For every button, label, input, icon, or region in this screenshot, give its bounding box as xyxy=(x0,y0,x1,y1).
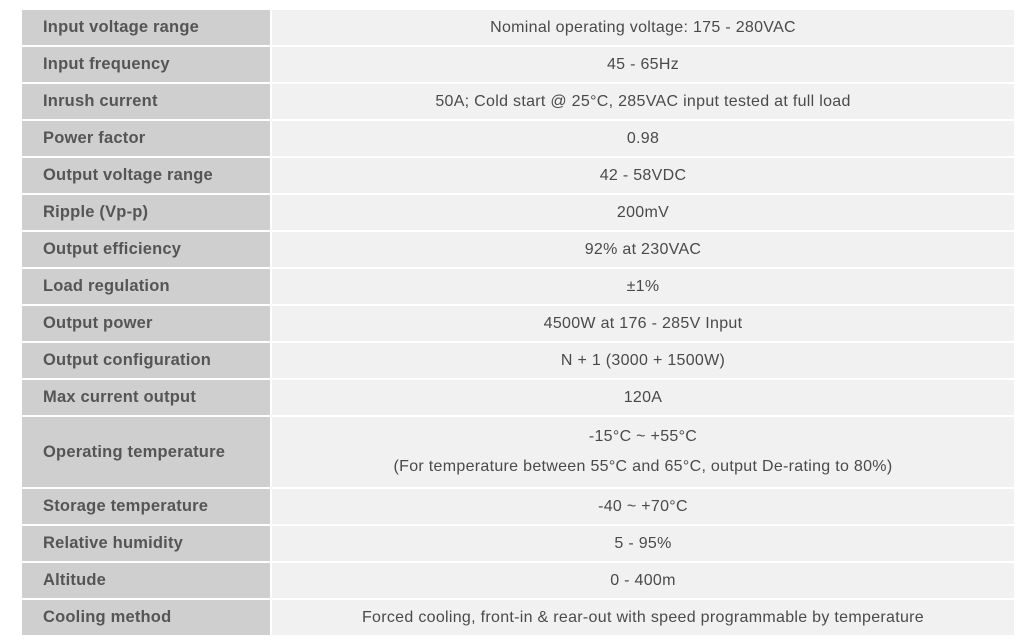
spec-row-altitude xyxy=(22,563,1014,600)
spec-value: 0 - 400m xyxy=(272,563,1014,600)
spec-row-max-current-output xyxy=(22,380,1014,417)
spec-row-inrush-current xyxy=(22,84,1014,121)
spec-label: Output configuration xyxy=(22,343,272,380)
spec-value: 42 - 58VDC xyxy=(272,158,1014,195)
spec-row-input-voltage-range xyxy=(22,10,1014,47)
spec-row-power-factor xyxy=(22,121,1014,158)
spec-value: ±1% xyxy=(272,269,1014,306)
spec-row-output-configuration xyxy=(22,343,1014,380)
spec-value: -40 ~ +70°C xyxy=(272,489,1014,526)
spec-row-ripple xyxy=(22,195,1014,232)
spec-label: Storage temperature xyxy=(22,489,272,526)
spec-row-output-power xyxy=(22,306,1014,343)
spec-label: Max current output xyxy=(22,380,272,417)
spec-label: Ripple (Vp-p) xyxy=(22,195,272,232)
spec-value: 92% at 230VAC xyxy=(272,232,1014,269)
spec-label: Output voltage range xyxy=(22,158,272,195)
spec-value-note: (For temperature between 55°C and 65°C, output De-rating to 80%) xyxy=(393,458,893,475)
spec-label: Relative humidity xyxy=(22,526,272,563)
spec-value: 120A xyxy=(272,380,1014,417)
spec-value: 45 - 65Hz xyxy=(272,47,1014,84)
spec-row-load-regulation xyxy=(22,269,1014,306)
spec-value: 5 - 95% xyxy=(272,526,1014,563)
spec-label: Output efficiency xyxy=(22,232,272,269)
spec-row-cooling-method xyxy=(22,600,1014,637)
spec-label: Load regulation xyxy=(22,269,272,306)
spec-label: Operating temperature xyxy=(22,417,272,489)
spec-value: 200mV xyxy=(272,195,1014,232)
spec-value: 0.98 xyxy=(272,121,1014,158)
spec-value: 4500W at 176 - 285V Input xyxy=(272,306,1014,343)
spec-label: Power factor xyxy=(22,121,272,158)
spec-row-operating-temperature xyxy=(22,417,1014,489)
spec-row-storage-temperature xyxy=(22,489,1014,526)
spec-label: Input frequency xyxy=(22,47,272,84)
spec-label: Cooling method xyxy=(22,600,272,637)
spec-value: Nominal operating voltage: 175 - 280VAC xyxy=(272,10,1014,47)
specifications-table xyxy=(22,10,1014,637)
spec-value xyxy=(272,417,1014,489)
spec-value: N + 1 (3000 + 1500W) xyxy=(272,343,1014,380)
spec-row-relative-humidity xyxy=(22,526,1014,563)
spec-value-line: -15°C ~ +55°C xyxy=(588,428,698,445)
spec-label: Output power xyxy=(22,306,272,343)
spec-label: Altitude xyxy=(22,563,272,600)
spec-row-output-voltage-range xyxy=(22,158,1014,195)
spec-row-output-efficiency xyxy=(22,232,1014,269)
spec-label: Inrush current xyxy=(22,84,272,121)
spec-value: Forced cooling, front-in & rear-out with speed programmable by temperature xyxy=(272,600,1014,637)
spec-row-input-frequency xyxy=(22,47,1014,84)
spec-label: Input voltage range xyxy=(22,10,272,47)
spec-value: 50A; Cold start @ 25°C, 285VAC input tested at full load xyxy=(272,84,1014,121)
